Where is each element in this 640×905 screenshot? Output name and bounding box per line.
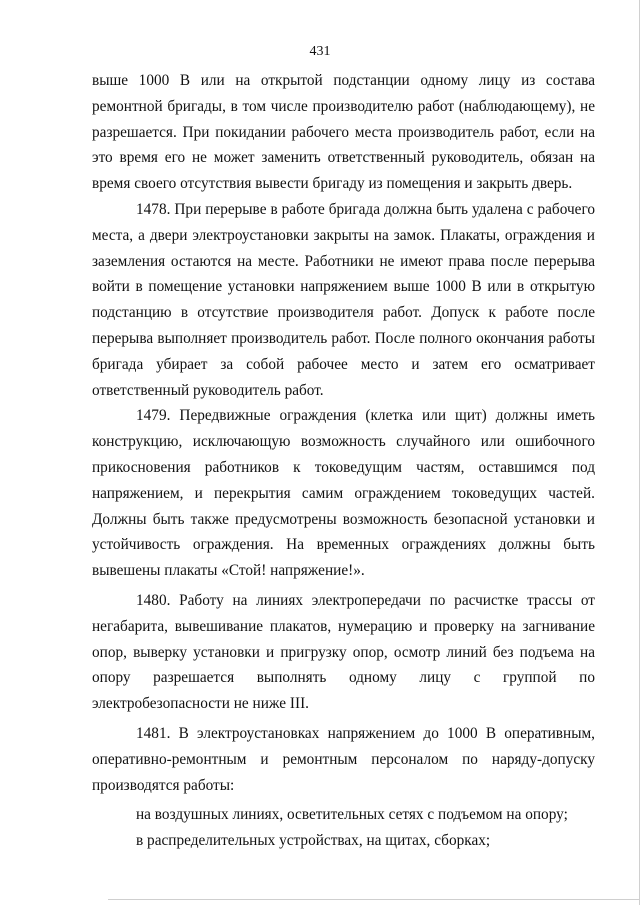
paragraph-1481: 1481. В электроустановках напряжением до 1000 В оперативным, оперативно-ремонтным и ремонтным персоналом по наряду-допуску производятся работы:	[92, 724, 595, 794]
bottom-rule	[108, 899, 640, 900]
paragraph-1479: 1479. Передвижные ограждения (клетка или щит) должны иметь конструкцию, исключающую возможность случайного или ошибочного прикосновения работников к токоведущим частям, оставшимся под напряжением, и перекрытия самим ограждением токоведущих частей. Должны быть также предусмотрены возможность безопасной установки и устойчивость ограждения. На временных ограждениях должны быть вывешены плакаты «Стой! напряжение!».	[92, 407, 595, 580]
paragraph-1480: 1480. Работу на линиях электропередачи по расчистке трассы от негабарита, вывешивание плакатов, нумерацию и проверку на загнивание опор, выверку установки и пригрузку опор, осмотр линий без подъема на опору разрешается выполнять одному лицу с группой по электробезопасности не ниже III.	[92, 591, 595, 713]
paragraph-continuation: выше 1000 В или на открытой подстанции одному лицу из состава ремонтной бригады, в том числе производителю работ (наблюдающему), не разрешается. При покидании рабочего места производитель работ, если на это время его не может заменить ответственный руководитель, обязан на время своего отсутствия вывести бригаду из помещения и закрыть дверь.	[92, 72, 595, 193]
paragraph-1478: 1478. При перерыве в работе бригада должна быть удалена с рабочего места, а двери электроустановки закрыты на замок. Плакаты, ограждения и заземления остаются на месте. Работники не имеют права после перерыва войти в помещение установки напряжением выше 1000 В или в открытую подстанцию в отсутствие производителя работ. Допуск к работе после перерыва выполняет производитель работ. После полного окончания работы бригада убирает за собой рабочее место и затем его осматривает ответственный руководитель работ.	[92, 200, 595, 399]
document-body	[92, 68, 595, 854]
page-number: 431	[309, 44, 331, 59]
list-item-overhead-lines: на воздушных линиях, осветительных сетях с подъемом на опору;	[136, 806, 568, 824]
list-item-switchgear: в распределительных устройствах, на щитах, сборках;	[136, 832, 491, 850]
